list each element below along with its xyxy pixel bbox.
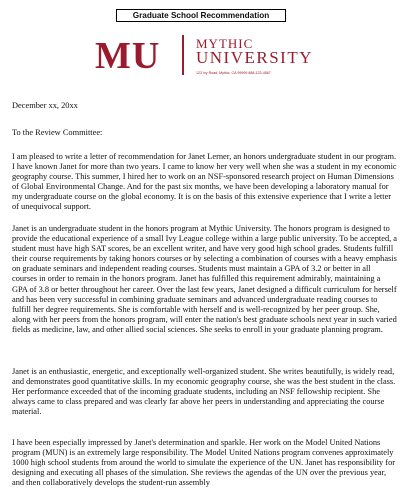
logo-name-line2: UNIVERSITY [196,48,313,67]
university-logo [95,33,325,81]
letter-salutation: To the Review Committee: [12,128,103,137]
paragraph-model-un: I have been especially impressed by Janet's determination and sparkle. Her work on the Model United Nations program (MUN) is an extremely large responsibility. The Model United Nations program convenes approximately 1000 high school students from around the world to simulate the experience of the UN. Janet has responsibility for designing and executing all phases of the simulation. She reviews the agendas of the UN over the previous year, and then collaboratively develops the student-run assembly [12,438,396,488]
paragraph-student-qualities: Janet is an enthusiastic, energetic, and exceptionally well-organized student. She writes beautifully, is widely read, and demonstrates good quantitative skills. In my economic geography course, she was the best student in the class. Her performance exceeded that of the incoming graduate students, including an NSF fellowship recipient. She always came to class prepared and was clearly far above her peers in understanding and appreciating the course material. [12,367,396,417]
paragraph-introduction: I am pleased to write a letter of recommendation for Janet Lerner, an honors undergraduate student in our program. I have known Janet for more than two years. I came to know her very well when she was a student in my economic geography course. This summer, I hired her to work on an NSF-sponsored research project on Human Dimensions of Global Environmental Change. And for the past six months, we have been developing a laboratory manual for my undergraduate course on the global economy. It is on the basis of this extensive experience that I write a letter of unequivocal support. [12,152,397,212]
logo-name [196,37,313,65]
logo-name-line1: MYTHIC [196,36,254,51]
logo-divider [182,35,184,75]
document-title: Graduate School Recommendation [116,9,286,22]
paragraph-honors-program: Janet is an undergraduate student in the honors program at Mythic University. The honors program is designed to provide the educational experience of a small Ivy League college within a large public university. To be accepted, a student must have high SAT scores, be an excellent writer, and have very good high school grades. Students fulfill their course requirements by taking honors courses or by selecting a combination of courses with a heavy emphasis on graduate seminars and independent reading courses. Students must maintain a GPA of 3.2 or better in all courses in order to remain in the honors program. Janet has fulfilled this requirement admirably, maintaining a GPA of 3.8 or better throughout her career. Over the last few years, Janet designed a difficult curriculum for herself and has been very successful in combining graduate seminars and advanced undergraduate reading courses to fulfill her degree requirements. She is comfortable with herself and is well-recognized by her peer group. She, along with her peers from the honors program, will enter the nation's best graduate schools next year in such varied fields as medicine, law, and other allied social sciences. She seeks to enroll in your graduate planning program. [12,224,398,334]
logo-mark: MU [95,35,161,77]
letter-date: December xx, 20xx [12,101,78,110]
logo-address: 123 Ivy Road, Mythic, CA 99999 888-123-4567 [196,71,271,75]
